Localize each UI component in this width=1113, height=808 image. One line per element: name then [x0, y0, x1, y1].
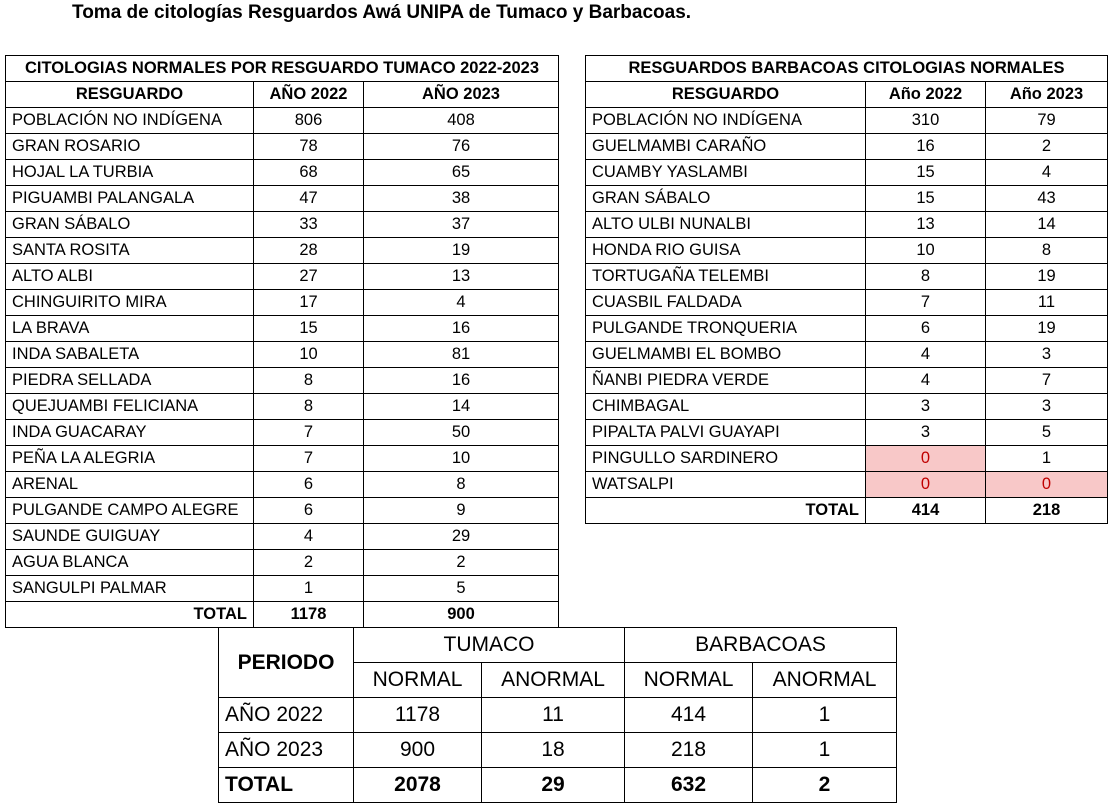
value-2022-cell: 6: [254, 472, 364, 498]
value-2023-cell: 7: [986, 368, 1108, 394]
resguardo-cell: PULGANDE TRONQUERIA: [586, 316, 866, 342]
table-row: [586, 212, 1108, 238]
total-2022: 414: [866, 498, 986, 524]
value-2022-cell: 8: [254, 368, 364, 394]
value-2022-cell: 27: [254, 264, 364, 290]
table-row: [6, 368, 559, 394]
barbacoas-anormal-cell: 1: [753, 733, 897, 768]
value-2022-cell: 7: [866, 290, 986, 316]
table-row: [6, 316, 559, 342]
value-2022-cell: 806: [254, 108, 364, 134]
resguardo-cell: AGUA BLANCA: [6, 550, 254, 576]
group-header-tumaco: TUMACO: [354, 628, 625, 663]
value-2022-cell: 7: [254, 420, 364, 446]
resguardo-cell: GRAN ROSARIO: [6, 134, 254, 160]
value-2023-cell: 65: [364, 160, 559, 186]
resguardo-cell: ÑANBI PIEDRA VERDE: [586, 368, 866, 394]
value-2023-cell: 5: [364, 576, 559, 602]
resguardo-cell: HOJAL LA TURBIA: [6, 160, 254, 186]
value-2023-cell: 14: [986, 212, 1108, 238]
table-row: [6, 264, 559, 290]
table-row: [6, 524, 559, 550]
resguardo-cell: QUEJUAMBI FELICIANA: [6, 394, 254, 420]
table-row: [6, 160, 559, 186]
value-2023-cell: 8: [364, 472, 559, 498]
table-row: [219, 698, 897, 733]
table-row: [586, 108, 1108, 134]
value-2023-cell: 29: [364, 524, 559, 550]
resguardo-cell: SANGULPI PALMAR: [6, 576, 254, 602]
resguardo-cell: POBLACIÓN NO INDÍGENA: [6, 108, 254, 134]
tumaco-table: [5, 55, 559, 628]
barbacoas-normal-cell: 218: [625, 733, 753, 768]
resguardo-cell: LA BRAVA: [6, 316, 254, 342]
total-2023: 900: [364, 602, 559, 628]
barbacoas-anormal-total: 2: [753, 768, 897, 803]
total-2023: 218: [986, 498, 1108, 524]
value-2023-cell: 43: [986, 186, 1108, 212]
value-2023-cell: 4: [986, 160, 1108, 186]
barbacoas-table-caption: RESGUARDOS BARBACOAS CITOLOGIAS NORMALES: [586, 56, 1108, 82]
barbacoas-anormal-cell: 1: [753, 698, 897, 733]
value-2022-cell: 4: [254, 524, 364, 550]
table-row: [6, 550, 559, 576]
periodo-cell: AÑO 2022: [219, 698, 354, 733]
value-2022-cell: 8: [866, 264, 986, 290]
value-2022-cell: 28: [254, 238, 364, 264]
value-2023-cell: 50: [364, 420, 559, 446]
value-2022-cell: 33: [254, 212, 364, 238]
resguardo-cell: CHIMBAGAL: [586, 394, 866, 420]
table-row: [6, 108, 559, 134]
barbacoas-normal-total: 632: [625, 768, 753, 803]
table-row: [586, 394, 1108, 420]
total-row: [219, 768, 897, 803]
value-2022-cell: 15: [866, 160, 986, 186]
value-2022-cell: 68: [254, 160, 364, 186]
table-row: [586, 160, 1108, 186]
resguardo-cell: ARENAL: [6, 472, 254, 498]
value-2022-cell: 0: [866, 472, 986, 498]
value-2022-cell: 6: [254, 498, 364, 524]
value-2023-cell: 11: [986, 290, 1108, 316]
value-2023-cell: 13: [364, 264, 559, 290]
page-title: Toma de citologías Resguardos Awá UNIPA de Tumaco y Barbacoas.: [72, 2, 692, 23]
resguardo-cell: ALTO ALBI: [6, 264, 254, 290]
value-2023-cell: 3: [986, 342, 1108, 368]
table-row: [586, 134, 1108, 160]
group-header-barbacoas: BARBACOAS: [625, 628, 897, 663]
table-row: [6, 186, 559, 212]
table-row: [6, 394, 559, 420]
table-row: [6, 576, 559, 602]
resguardo-cell: WATSALPI: [586, 472, 866, 498]
table-row: [6, 342, 559, 368]
value-2022-cell: 47: [254, 186, 364, 212]
value-2022-cell: 78: [254, 134, 364, 160]
value-2023-cell: 81: [364, 342, 559, 368]
value-2022-cell: 3: [866, 420, 986, 446]
value-2023-cell: 19: [364, 238, 559, 264]
resguardo-cell: PULGANDE CAMPO ALEGRE: [6, 498, 254, 524]
value-2022-cell: 13: [866, 212, 986, 238]
column-header-2023: AÑO 2023: [364, 82, 559, 108]
subcolumn-normal: NORMAL: [625, 663, 753, 698]
tumaco-anormal-cell: 18: [482, 733, 625, 768]
value-2022-cell: 15: [254, 316, 364, 342]
resguardo-cell: CUAMBY YASLAMBI: [586, 160, 866, 186]
resguardo-cell: PEÑA LA ALEGRIA: [6, 446, 254, 472]
resguardo-cell: SAUNDE GUIGUAY: [6, 524, 254, 550]
table-row: [6, 134, 559, 160]
value-2022-cell: 7: [254, 446, 364, 472]
resguardo-cell: GRAN SÁBALO: [586, 186, 866, 212]
table-row: [6, 290, 559, 316]
value-2022-cell: 6: [866, 316, 986, 342]
table-row: [586, 368, 1108, 394]
resguardo-cell: POBLACIÓN NO INDÍGENA: [586, 108, 866, 134]
subcolumn-normal: NORMAL: [354, 663, 482, 698]
resguardo-cell: GUELMAMBI CARAÑO: [586, 134, 866, 160]
value-2023-cell: 8: [986, 238, 1108, 264]
tumaco-anormal-cell: 11: [482, 698, 625, 733]
table-row: [586, 420, 1108, 446]
resguardo-cell: CUASBIL FALDADA: [586, 290, 866, 316]
value-2023-cell: 0: [986, 472, 1108, 498]
periodo-header: PERIODO: [219, 628, 354, 698]
value-2023-cell: 19: [986, 264, 1108, 290]
barbacoas-normal-cell: 414: [625, 698, 753, 733]
table-row: [586, 238, 1108, 264]
total-label: TOTAL: [586, 498, 866, 524]
value-2022-cell: 310: [866, 108, 986, 134]
table-row: [586, 264, 1108, 290]
value-2022-cell: 8: [254, 394, 364, 420]
table-row: [6, 446, 559, 472]
column-header-2023: Año 2023: [986, 82, 1108, 108]
value-2023-cell: 38: [364, 186, 559, 212]
table-row: [6, 498, 559, 524]
barbacoas-table: [585, 55, 1108, 524]
tumaco-normal-cell: 1178: [354, 698, 482, 733]
column-header-2022: Año 2022: [866, 82, 986, 108]
value-2023-cell: 2: [986, 134, 1108, 160]
total-2022: 1178: [254, 602, 364, 628]
periodo-total: TOTAL: [219, 768, 354, 803]
resguardo-cell: SANTA ROSITA: [6, 238, 254, 264]
value-2022-cell: 10: [866, 238, 986, 264]
value-2023-cell: 37: [364, 212, 559, 238]
value-2023-cell: 10: [364, 446, 559, 472]
table-row: [586, 472, 1108, 498]
subcolumn-anormal: ANORMAL: [753, 663, 897, 698]
table-row: [586, 186, 1108, 212]
resguardo-cell: TORTUGAÑA TELEMBI: [586, 264, 866, 290]
tumaco-normal-total: 2078: [354, 768, 482, 803]
value-2023-cell: 76: [364, 134, 559, 160]
table-row: [6, 212, 559, 238]
value-2022-cell: 1: [254, 576, 364, 602]
resguardo-cell: CHINGUIRITO MIRA: [6, 290, 254, 316]
table-row: [6, 238, 559, 264]
value-2022-cell: 4: [866, 342, 986, 368]
value-2023-cell: 14: [364, 394, 559, 420]
resguardo-cell: PIPALTA PALVI GUAYAPI: [586, 420, 866, 446]
value-2023-cell: 16: [364, 368, 559, 394]
table-row: [586, 290, 1108, 316]
total-row: [586, 498, 1108, 524]
periodo-cell: AÑO 2023: [219, 733, 354, 768]
resguardo-cell: PIGUAMBI PALANGALA: [6, 186, 254, 212]
total-row: [6, 602, 559, 628]
value-2023-cell: 19: [986, 316, 1108, 342]
summary-table: [218, 627, 897, 803]
table-row: [6, 472, 559, 498]
tumaco-table-caption: CITOLOGIAS NORMALES POR RESGUARDO TUMACO 2022-2023: [6, 56, 559, 82]
column-header-resguardo: RESGUARDO: [6, 82, 254, 108]
resguardo-cell: INDA GUACARAY: [6, 420, 254, 446]
resguardo-cell: INDA SABALETA: [6, 342, 254, 368]
subcolumn-anormal: ANORMAL: [482, 663, 625, 698]
value-2022-cell: 15: [866, 186, 986, 212]
resguardo-cell: PIEDRA SELLADA: [6, 368, 254, 394]
value-2023-cell: 9: [364, 498, 559, 524]
value-2022-cell: 17: [254, 290, 364, 316]
value-2022-cell: 16: [866, 134, 986, 160]
table-row: [586, 342, 1108, 368]
resguardo-cell: ALTO ULBI NUNALBI: [586, 212, 866, 238]
value-2023-cell: 4: [364, 290, 559, 316]
table-row: [586, 446, 1108, 472]
tumaco-normal-cell: 900: [354, 733, 482, 768]
value-2023-cell: 16: [364, 316, 559, 342]
table-row: [586, 316, 1108, 342]
table-row: [219, 733, 897, 768]
value-2022-cell: 10: [254, 342, 364, 368]
value-2023-cell: 5: [986, 420, 1108, 446]
resguardo-cell: GRAN SÁBALO: [6, 212, 254, 238]
value-2022-cell: 4: [866, 368, 986, 394]
tumaco-anormal-total: 29: [482, 768, 625, 803]
total-label: TOTAL: [6, 602, 254, 628]
column-header-resguardo: RESGUARDO: [586, 82, 866, 108]
column-header-2022: AÑO 2022: [254, 82, 364, 108]
value-2023-cell: 408: [364, 108, 559, 134]
value-2022-cell: 0: [866, 446, 986, 472]
value-2022-cell: 3: [866, 394, 986, 420]
value-2023-cell: 2: [364, 550, 559, 576]
value-2022-cell: 2: [254, 550, 364, 576]
value-2023-cell: 1: [986, 446, 1108, 472]
value-2023-cell: 3: [986, 394, 1108, 420]
table-row: [6, 420, 559, 446]
resguardo-cell: GUELMAMBI EL BOMBO: [586, 342, 866, 368]
resguardo-cell: PINGULLO SARDINERO: [586, 446, 866, 472]
resguardo-cell: HONDA RIO GUISA: [586, 238, 866, 264]
value-2023-cell: 79: [986, 108, 1108, 134]
